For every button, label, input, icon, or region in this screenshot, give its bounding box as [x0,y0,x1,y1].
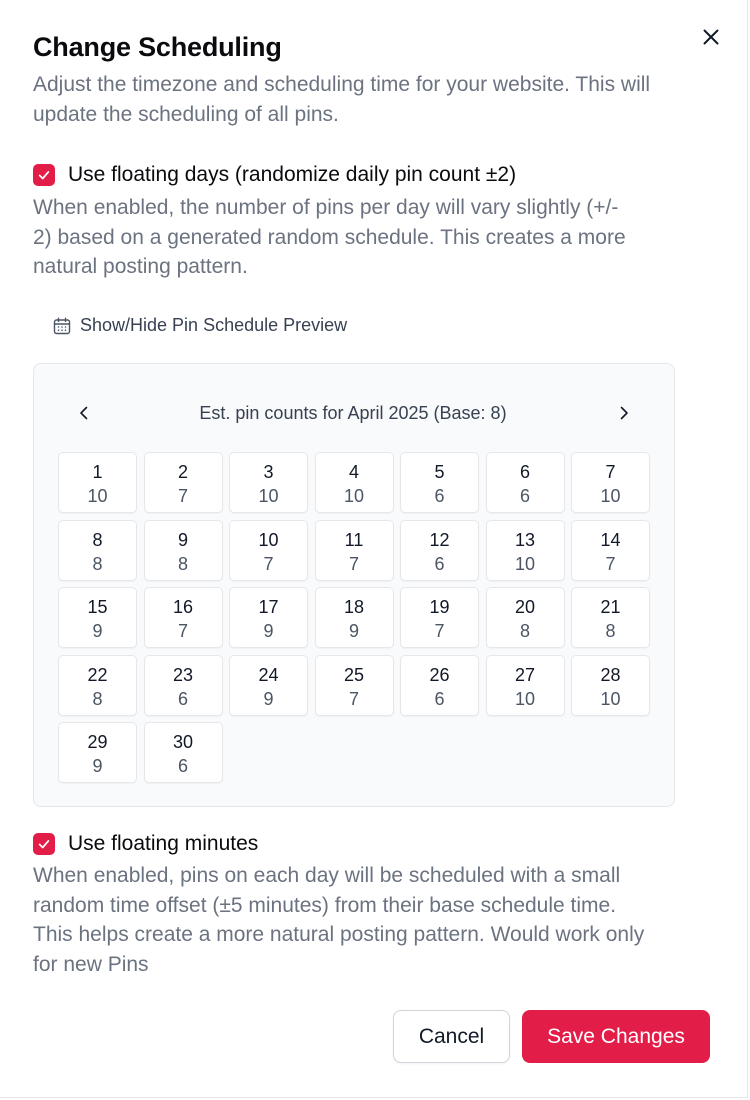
calendar-day-cell [571,655,650,716]
calendar-day-pin-count: 6 [519,486,530,506]
save-changes-button[interactable]: Save Changes [522,1010,710,1063]
calendar-day-pin-count: 7 [263,553,274,574]
calendar-day-cell [229,655,308,716]
calendar-day-number: 29 [87,732,108,752]
floating-days-desc-line: natural posting pattern. [33,255,248,278]
floating-days-desc-line: 2) based on a generated random schedule. This creates a more [33,225,626,249]
next-month-button[interactable] [612,400,636,426]
calendar-day-cell [486,520,565,581]
calendar-day-cell [571,587,650,648]
floating-minutes-desc-line: for new Pins [33,952,149,976]
checkmark-icon [37,168,51,182]
calendar-day-pin-count: 7 [348,553,359,574]
calendar-day-number: 11 [344,529,364,550]
calendar-day-cell [144,452,223,513]
calendar-day-pin-count: 8 [605,621,616,641]
calendar-day-cell [144,587,223,648]
calendar-day-cell [571,520,650,581]
calendar-day-cell [486,452,565,513]
floating-days-desc-line: When enabled, the number of pins per day will vary slightly (+/- [33,196,619,219]
calendar-day-cell [144,722,223,783]
floating-minutes-desc-line: This helps create a more natural posting pattern. Would work only [33,923,645,946]
calendar-day-cell [571,452,650,513]
calendar-day-cell [400,587,479,648]
schedule-preview-toggle-label: Show/Hide Pin Schedule Preview [80,315,348,335]
close-button[interactable] [698,24,724,50]
calendar-day-pin-count: 6 [177,688,188,709]
calendar-day-pin-count: 6 [434,688,445,709]
calendar-day-number: 2 [177,462,188,482]
floating-minutes-desc-line: random time offset (±5 minutes) from their base schedule time. [33,893,617,917]
calendar-day-number: 8 [92,529,103,550]
floating-minutes-desc-line: When enabled, pins on each day will be scheduled with a small [33,864,621,887]
floating-minutes-option[interactable] [33,832,258,856]
dialog-title: Change Scheduling [33,32,282,62]
calendar-day-pin-count: 6 [177,756,188,776]
calendar-day-number: 5 [434,462,445,482]
calendar-day-number: 27 [514,664,536,685]
calendar-day-number: 9 [177,529,188,550]
calendar-day-pin-count: 9 [92,756,103,776]
dialog-subtitle: Adjust the timezone and scheduling time for your website. This will update the scheduling of all pins. [33,73,651,126]
calendar-icon [52,316,72,336]
calendar-day-cell [58,655,137,716]
calendar-day-pin-count: 7 [348,688,359,709]
calendar-day-number: 17 [258,597,279,617]
calendar-day-pin-count: 7 [177,486,188,506]
calendar-day-cell [400,655,479,716]
chevron-right-icon [615,404,633,422]
cancel-button[interactable]: Cancel [393,1010,510,1063]
schedule-preview-toggle[interactable] [52,315,347,336]
calendar-day-cell [144,520,223,581]
calendar-day-number: 24 [258,664,279,685]
calendar-day-pin-count: 8 [92,688,103,709]
prev-month-button[interactable] [72,400,96,426]
calendar-day-pin-count: 8 [177,553,188,574]
calendar-day-cell [58,587,137,648]
calendar-day-cell [400,520,479,581]
floating-minutes-description [33,861,644,979]
calendar-day-number: 3 [263,462,274,482]
calendar-day-pin-count: 9 [92,621,103,641]
calendar-day-cell [315,655,394,716]
calendar-day-number: 30 [172,732,194,752]
calendar-day-pin-count: 10 [514,553,536,574]
calendar-day-cell [315,587,394,648]
checkmark-icon [37,837,51,851]
floating-minutes-label: Use floating minutes [68,832,259,855]
calendar-day-cell [315,452,394,513]
close-icon [698,24,724,50]
calendar-day-cell [315,520,394,581]
calendar-day-number: 15 [87,597,108,617]
floating-days-description [33,193,626,282]
calendar-day-cell [486,587,565,648]
floating-days-option[interactable] [33,163,516,187]
calendar-day-pin-count: 6 [434,553,445,574]
calendar-day-pin-count: 9 [263,688,274,709]
calendar-day-number: 13 [514,529,536,550]
calendar-day-pin-count: 9 [263,621,274,641]
calendar-day-cell [486,655,565,716]
calendar-day-number: 22 [87,664,108,685]
calendar-day-pin-count: 10 [258,486,279,506]
calendar-day-pin-count: 10 [600,688,621,709]
calendar-day-pin-count: 10 [600,486,621,506]
calendar-day-pin-count: 6 [434,486,445,506]
calendar-day-number: 23 [172,664,194,685]
calendar-day-cell [229,452,308,513]
calendar-day-pin-count: 7 [605,553,616,574]
calendar-day-cell [58,520,137,581]
calendar-day-cell [229,520,308,581]
calendar-day-cell [144,655,223,716]
calendar-day-number: 20 [514,597,536,617]
calendar-day-cell [58,452,137,513]
calendar-day-pin-count: 10 [87,486,108,506]
calendar-day-number: 25 [343,664,365,685]
calendar-title: Est. pin counts for April 2025 (Base: 8) [199,403,507,423]
calendar-day-pin-count: 10 [514,688,536,709]
calendar-day-pin-count: 7 [434,621,445,641]
calendar-day-pin-count: 8 [519,621,530,641]
calendar-day-cell [58,722,137,783]
calendar-day-number: 28 [600,664,621,685]
calendar-day-pin-count: 9 [348,621,359,641]
calendar-day-number: 18 [343,597,365,617]
calendar-day-number: 19 [429,597,450,617]
floating-minutes-checkbox[interactable] [33,833,55,855]
floating-days-checkbox[interactable] [33,164,55,186]
calendar-day-cell [229,587,308,648]
calendar-day-number: 16 [172,597,194,617]
calendar-day-number: 4 [348,462,359,482]
calendar-day-number: 6 [519,462,530,482]
calendar-day-number: 10 [258,529,279,550]
calendar-day-number: 21 [600,597,621,617]
calendar-day-pin-count: 7 [177,621,188,641]
chevron-left-icon [75,404,93,422]
calendar-day-pin-count: 10 [343,486,365,506]
calendar-day-number: 12 [429,529,450,550]
calendar-day-number: 26 [429,664,450,685]
calendar-day-pin-count: 8 [92,553,103,574]
calendar-day-cell [400,452,479,513]
calendar-day-number: 7 [605,462,616,482]
calendar-day-number: 1 [92,462,103,482]
floating-days-label: Use floating days (randomize daily pin count ±2) [68,163,517,186]
calendar-day-number: 14 [600,529,621,550]
